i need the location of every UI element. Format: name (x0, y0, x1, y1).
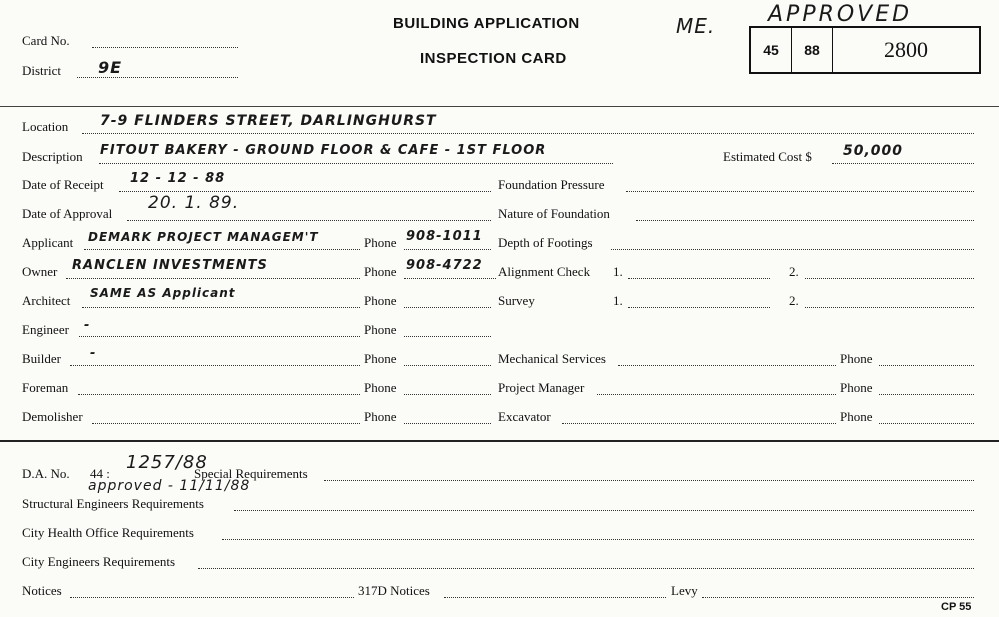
foundation-pressure-line[interactable] (626, 191, 974, 192)
depth-footings-line[interactable] (611, 249, 974, 250)
district-value: 9E (98, 58, 123, 77)
special-requirements-label: Special Requirements (194, 466, 308, 481)
survey-2-label: 2. (789, 293, 799, 308)
survey-1-label: 1. (613, 293, 623, 308)
applicant-label: Applicant (22, 235, 74, 250)
mechanical-label: Mechanical Services (498, 351, 606, 366)
estimated-cost-value: 50,000 (843, 143, 904, 159)
da-approved-note: approved - 11/11/88 (88, 478, 251, 494)
form-code: CP 55 (941, 601, 972, 613)
number-part3: 2800 (884, 37, 928, 62)
applicant-line[interactable] (84, 249, 360, 250)
mechanical-phone-label: Phone (840, 351, 873, 366)
owner-phone-line[interactable] (404, 278, 496, 279)
levy-line[interactable] (702, 597, 974, 598)
district-label: District (22, 63, 61, 78)
health-line[interactable] (222, 539, 974, 540)
handwritten-me: ME. (676, 14, 716, 38)
architect-value: SAME AS Applicant (90, 286, 236, 300)
mechanical-line[interactable] (618, 365, 836, 366)
builder-phone-label: Phone (364, 351, 397, 366)
engineer-phone-line[interactable] (404, 336, 491, 337)
notices-317d-label: 317D Notices (358, 583, 430, 598)
builder-value: - (90, 346, 97, 361)
estimated-cost-line[interactable] (832, 163, 974, 164)
engineer-phone-label: Phone (364, 322, 397, 337)
card-no-line[interactable] (92, 47, 238, 48)
engineer-value: - (84, 318, 91, 333)
section-divider (0, 440, 999, 442)
foreman-line[interactable] (78, 394, 360, 395)
alignment-check-2-line[interactable] (805, 278, 974, 279)
number-part1: 45 (751, 28, 792, 72)
engineer-line[interactable] (79, 336, 360, 337)
alignment-check-label: Alignment Check (498, 264, 591, 279)
applicant-value: DEMARK PROJECT MANAGEM'T (88, 230, 319, 244)
district-line[interactable] (77, 77, 238, 78)
date-approval-line[interactable] (127, 220, 491, 221)
date-approval-label: Date of Approval (22, 206, 113, 221)
survey-2-line[interactable] (805, 307, 974, 308)
project-manager-phone-line[interactable] (879, 394, 974, 395)
excavator-label: Excavator (498, 409, 551, 424)
description-label: Description (22, 149, 83, 164)
date-receipt-line[interactable] (119, 191, 491, 192)
architect-phone-label: Phone (364, 293, 397, 308)
architect-phone-line[interactable] (404, 307, 491, 308)
location-value: 7-9 FLINDERS STREET, DARLINGHURST (100, 113, 437, 129)
card-no-label: Card No. (22, 33, 70, 48)
structural-line[interactable] (234, 510, 974, 511)
da-label: D.A. No. (22, 466, 70, 481)
demolisher-line[interactable] (92, 423, 360, 424)
applicant-phone-line[interactable] (404, 249, 491, 250)
location-line[interactable] (82, 133, 974, 134)
foreman-phone-line[interactable] (404, 394, 491, 395)
alignment-check-1-line[interactable] (628, 278, 770, 279)
survey-1-line[interactable] (628, 307, 770, 308)
owner-label: Owner (22, 264, 58, 279)
da-value: 1257/88 (126, 452, 208, 473)
demolisher-phone-line[interactable] (404, 423, 491, 424)
excavator-phone-label: Phone (840, 409, 873, 424)
card-number-box (749, 26, 981, 74)
location-label: Location (22, 119, 69, 134)
description-value: FITOUT BAKERY - GROUND FLOOR & CAFE - 1ST FLOOR (100, 143, 547, 158)
builder-line[interactable] (70, 365, 360, 366)
nature-foundation-line[interactable] (636, 220, 974, 221)
special-requirements-line[interactable] (324, 480, 974, 481)
owner-value: RANCLEN INVESTMENTS (72, 258, 268, 273)
city-engineers-label: City Engineers Requirements (22, 554, 176, 569)
foreman-label: Foreman (22, 380, 69, 395)
owner-phone-label: Phone (364, 264, 397, 279)
foreman-phone-label: Phone (364, 380, 397, 395)
builder-label: Builder (22, 351, 61, 366)
number-part2: 88 (792, 28, 833, 72)
structural-label: Structural Engineers Requirements (22, 496, 204, 511)
health-label: City Health Office Requirements (22, 525, 194, 540)
architect-line[interactable] (82, 307, 360, 308)
survey-label: Survey (498, 293, 535, 308)
da-prefix: 44 : (90, 466, 110, 481)
project-manager-phone-label: Phone (840, 380, 873, 395)
demolisher-phone-label: Phone (364, 409, 397, 424)
project-manager-label: Project Manager (498, 380, 585, 395)
owner-line[interactable] (66, 278, 360, 279)
foundation-pressure-label: Foundation Pressure (498, 177, 605, 192)
excavator-phone-line[interactable] (879, 423, 974, 424)
description-line[interactable] (99, 163, 613, 164)
applicant-phone-label: Phone (364, 235, 397, 250)
nature-foundation-label: Nature of Foundation (498, 206, 610, 221)
date-approval-value: 20. 1. 89. (148, 193, 240, 213)
date-receipt-value: 12 - 12 - 88 (130, 171, 226, 186)
owner-phone-value: 908-4722 (406, 258, 483, 273)
title-line1: BUILDING APPLICATION (393, 15, 580, 32)
architect-label: Architect (22, 293, 71, 308)
top-divider (0, 106, 999, 107)
demolisher-label: Demolisher (22, 409, 83, 424)
project-manager-line[interactable] (597, 394, 836, 395)
engineer-label: Engineer (22, 322, 69, 337)
depth-footings-label: Depth of Footings (498, 235, 593, 250)
alignment-check-2-label: 2. (789, 264, 799, 279)
excavator-line[interactable] (562, 423, 836, 424)
alignment-check-1-label: 1. (613, 264, 623, 279)
notices-line[interactable] (70, 597, 354, 598)
date-receipt-label: Date of Receipt (22, 177, 104, 192)
levy-label: Levy (671, 583, 698, 598)
estimated-cost-label: Estimated Cost $ (723, 149, 812, 164)
builder-phone-line[interactable] (404, 365, 491, 366)
notices-317d-line[interactable] (444, 597, 666, 598)
title-line2: INSPECTION CARD (420, 50, 567, 67)
notices-label: Notices (22, 583, 62, 598)
city-engineers-line[interactable] (198, 568, 974, 569)
applicant-phone-value: 908-1011 (406, 229, 483, 244)
mechanical-phone-line[interactable] (879, 365, 974, 366)
approved-stamp: APPROVED (768, 2, 913, 27)
